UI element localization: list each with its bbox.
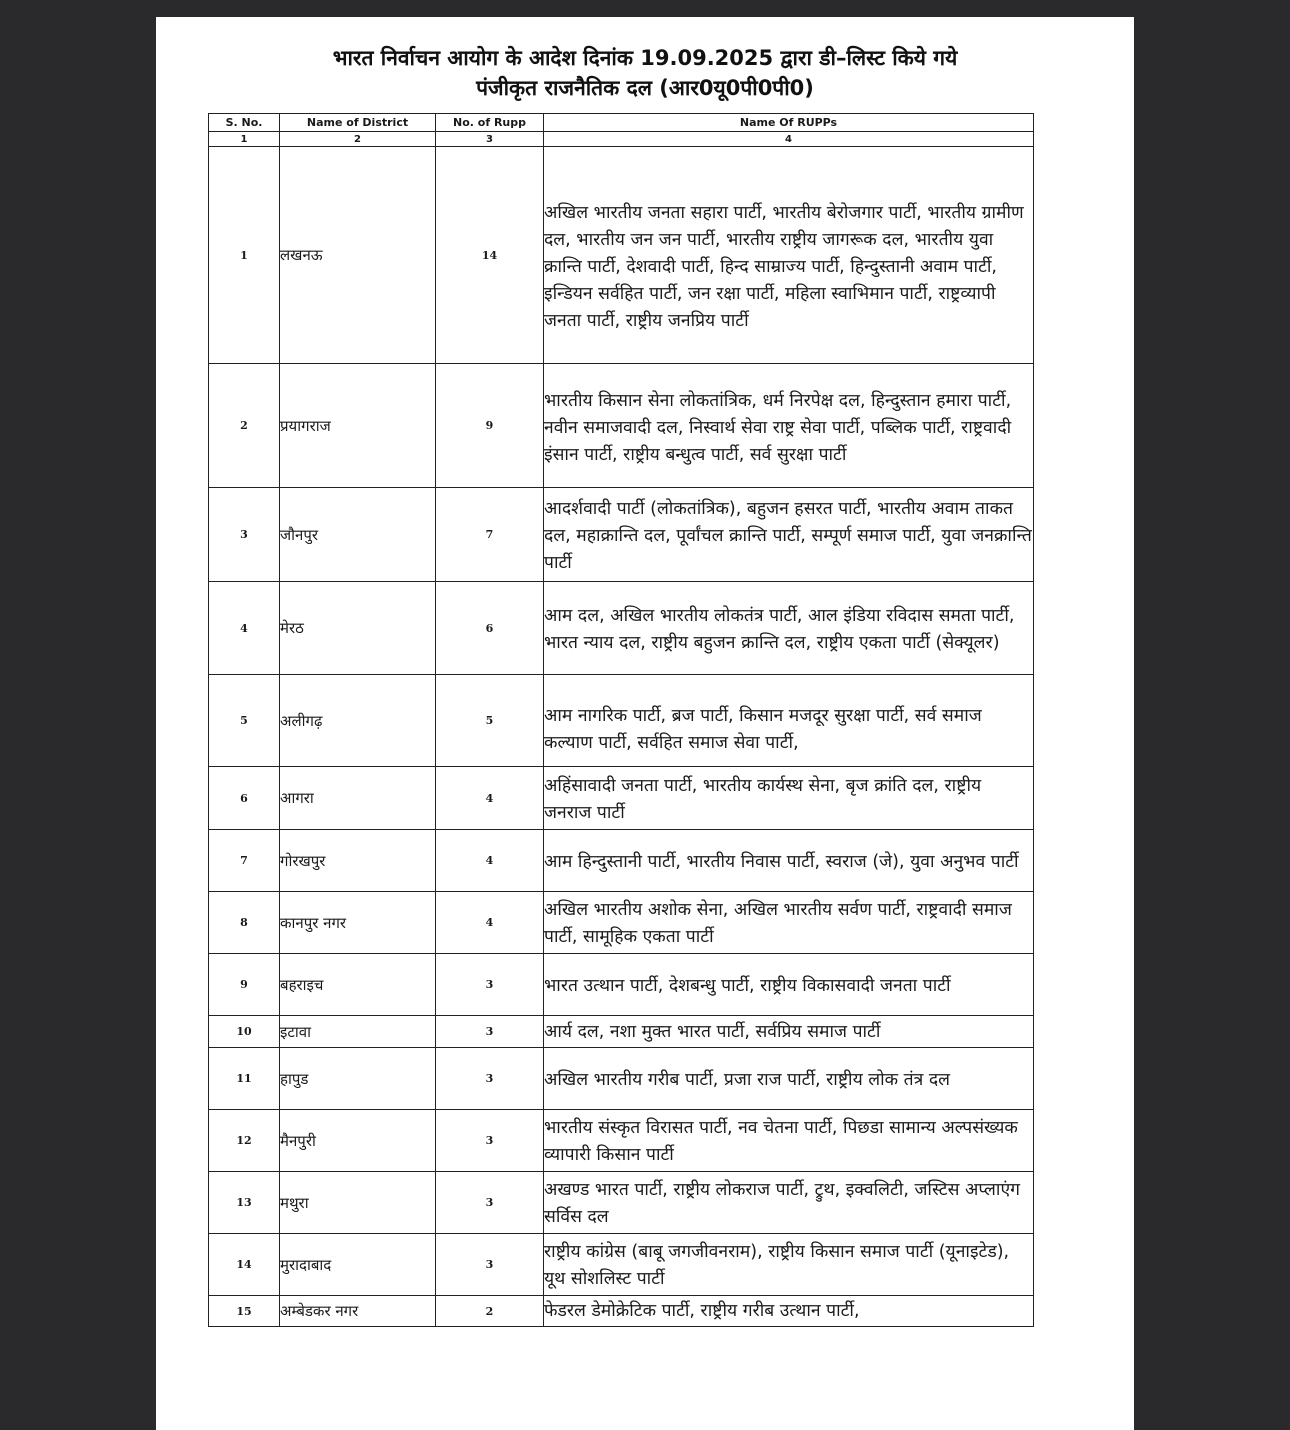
table-row [209, 767, 1034, 830]
serial-number: 15 [209, 1296, 280, 1327]
party-names [544, 892, 1034, 954]
rupp-count: 14 [436, 147, 544, 364]
rupp-count: 4 [436, 767, 544, 830]
district-name: इटावा [280, 1016, 436, 1048]
party-names-text: अखिल भारतीय गरीब पार्टी, प्रजा राज पार्टी, राष्ट्रीय लोक तंत्र दल [544, 1069, 951, 1090]
rupp-count: 3 [436, 1172, 544, 1234]
party-names [544, 830, 1034, 892]
district-name: आगरा [280, 767, 436, 830]
column-number: 1 [209, 132, 280, 147]
district-name: मेरठ [280, 582, 436, 675]
district-name: अलीगढ़ [280, 675, 436, 767]
district-name: मथुरा [280, 1172, 436, 1234]
serial-number: 4 [209, 582, 280, 675]
party-names [544, 767, 1034, 830]
column-number-row [209, 132, 1034, 147]
rupp-table [208, 113, 1034, 1327]
party-names-text: भारतीय संस्कृत विरासत पार्टी, नव चेतना पार्टी, पिछडा सामान्य अल्पसंख्यक व्यापारी किसान पार्टी [544, 1118, 1018, 1165]
rupp-count: 7 [436, 488, 544, 582]
column-number: 3 [436, 132, 544, 147]
district-name: गोरखपुर [280, 830, 436, 892]
district-name: मैनपुरी [280, 1110, 436, 1172]
document-title [156, 43, 1134, 103]
table-row [209, 147, 1034, 364]
party-names-text: राष्ट्रीय कांग्रेस (बाबू जगजीवनराम), राष्ट्रीय किसान समाज पार्टी (यूनाइटेड), यूथ सोशलिस्ट पार्टी [544, 1242, 1010, 1289]
rupp-count: 3 [436, 1016, 544, 1048]
title-line-1: भारत निर्वाचन आयोग के आदेश दिनांक 19.09.2025 द्वारा डी–लिस्ट किये गये [332, 46, 958, 70]
rupp-count: 3 [436, 954, 544, 1016]
table-row [209, 1172, 1034, 1234]
document-page [156, 17, 1134, 1430]
district-name: कानपुर नगर [280, 892, 436, 954]
party-names-text: अखण्ड भारत पार्टी, राष्ट्रीय लोकराज पार्टी, ट्रुथ, इक्वलिटी, जस्टिस अप्लाएंग सर्विस दल [544, 1180, 1020, 1227]
title-line-2: पंजीकृत राजनैतिक दल (आर0यू0पी0पी0) [476, 76, 814, 100]
serial-number: 1 [209, 147, 280, 364]
table-row [209, 364, 1034, 488]
serial-number: 7 [209, 830, 280, 892]
rupp-count: 3 [436, 1110, 544, 1172]
party-names [544, 1172, 1034, 1234]
table-row [209, 954, 1034, 1016]
table-row [209, 488, 1034, 582]
rupp-count: 3 [436, 1048, 544, 1110]
rupp-count: 2 [436, 1296, 544, 1327]
rupp-count: 6 [436, 582, 544, 675]
table-row [209, 1048, 1034, 1110]
party-names-text: अखिल भारतीय जनता सहारा पार्टी, भारतीय बेरोजगार पार्टी, भारतीय ग्रामीण दल, भारतीय जन जन पार्टी, भारतीय राष्ट्रीय जागरूक दल, भारतीय युवा क्रान्ति पार्टी, देशवादी पार्टी, हिन्द साम्राज्य पार्टी, हिन्दुस्तानी अवाम पार्टी, इन्डियन सर्वहित पार्टी, जन रक्षा पार्टी, महिला स्वाभिमान पार्टी, राष्ट्रव्यापी जनता पार्टी, राष्ट्रीय जनप्रिय पार्टी [544, 202, 1024, 331]
party-names [544, 582, 1034, 675]
party-names [544, 1048, 1034, 1110]
party-names-text: आर्य दल, नशा मुक्त भारत पार्टी, सर्वप्रिय समाज पार्टी [544, 1021, 881, 1042]
party-names [544, 147, 1034, 364]
serial-number: 6 [209, 767, 280, 830]
district-name: जौनपुर [280, 488, 436, 582]
rupp-count: 4 [436, 830, 544, 892]
party-names-text: भारतीय किसान सेना लोकतांत्रिक, धर्म निरपेक्ष दल, हिन्दुस्तान हमारा पार्टी, नवीन समाजवादी दल, निस्वार्थ सेवा राष्ट्र सेवा पार्टी, पब्लिक पार्टी, राष्ट्रवादी इंसान पार्टी, राष्ट्रीय बन्धुत्व पार्टी, सर्व सुरक्षा पार्टी [544, 390, 1012, 465]
party-names-text: अहिंसावादी जनता पार्टी, भारतीय कार्यस्थ सेना, बृज क्रांति दल, राष्ट्रीय जनराज पार्टी [544, 775, 982, 823]
party-names [544, 675, 1034, 767]
serial-number: 2 [209, 364, 280, 488]
serial-number: 14 [209, 1234, 280, 1296]
district-name: लखनऊ [280, 147, 436, 364]
header-district: Name of District [280, 114, 436, 132]
serial-number: 3 [209, 488, 280, 582]
district-name: प्रयागराज [280, 364, 436, 488]
party-names-text: फेडरल डेमोक्रेटिक पार्टी, राष्ट्रीय गरीब उत्थान पार्टी, [544, 1301, 860, 1321]
table-row [209, 1110, 1034, 1172]
party-names [544, 1016, 1034, 1048]
header-row [209, 114, 1034, 132]
table-row [209, 892, 1034, 954]
table-row [209, 830, 1034, 892]
party-names-text: आम दल, अखिल भारतीय लोकतंत्र पार्टी, आल इंडिया रविदास समता पार्टी, भारत न्याय दल, राष्ट्रीय बहुजन क्रान्ति दल, राष्ट्रीय एकता पार्टी (सेक्यूलर) [544, 605, 1015, 653]
party-names [544, 954, 1034, 1016]
serial-number: 12 [209, 1110, 280, 1172]
column-number: 4 [544, 132, 1034, 147]
table-row [209, 1296, 1034, 1327]
table-row [209, 1016, 1034, 1048]
header-rupps: Name Of RUPPs [544, 114, 1034, 132]
table-row [209, 675, 1034, 767]
party-names-text: भारत उत्थान पार्टी, देशबन्धु पार्टी, राष्ट्रीय विकासवादी जनता पार्टी [544, 975, 951, 996]
district-name: बहराइच [280, 954, 436, 1016]
district-name: मुरादाबाद [280, 1234, 436, 1296]
serial-number: 13 [209, 1172, 280, 1234]
serial-number: 11 [209, 1048, 280, 1110]
district-name: अम्बेडकर नगर [280, 1296, 436, 1327]
party-names [544, 1234, 1034, 1296]
rupp-count: 4 [436, 892, 544, 954]
serial-number: 10 [209, 1016, 280, 1048]
party-names-text: आम नागरिक पार्टी, ब्रज पार्टी, किसान मजदूर सुरक्षा पार्टी, सर्व समाज कल्याण पार्टी, सर्वहित समाज सेवा पार्टी, [544, 705, 982, 753]
header-sno: S. No. [209, 114, 280, 132]
table-row [209, 1234, 1034, 1296]
table-row [209, 582, 1034, 675]
header-count: No. of Rupp [436, 114, 544, 132]
party-names [544, 488, 1034, 582]
party-names [544, 1110, 1034, 1172]
serial-number: 5 [209, 675, 280, 767]
party-names [544, 1296, 1034, 1327]
rupp-count: 3 [436, 1234, 544, 1296]
party-names [544, 364, 1034, 488]
column-number: 2 [280, 132, 436, 147]
party-names-text: आम हिन्दुस्तानी पार्टी, भारतीय निवास पार्टी, स्वराज (जे), युवा अनुभव पार्टी [544, 851, 1019, 872]
party-names-text: आदर्शवादी पार्टी (लोकतांत्रिक), बहुजन हसरत पार्टी, भारतीय अवाम ताकत दल, महाक्रान्ति दल, पूर्वांचल क्रान्ति पार्टी, सम्पूर्ण समाज पार्टी, युवा जनक्रान्ति पार्टी [544, 498, 1032, 573]
party-names-text: अखिल भारतीय अशोक सेना, अखिल भारतीय सर्वण पार्टी, राष्ट्रवादी समाज पार्टी, सामूहिक एकता पार्टी [544, 900, 1012, 947]
district-name: हापुड [280, 1048, 436, 1110]
rupp-count: 9 [436, 364, 544, 488]
rupp-count: 5 [436, 675, 544, 767]
serial-number: 8 [209, 892, 280, 954]
serial-number: 9 [209, 954, 280, 1016]
